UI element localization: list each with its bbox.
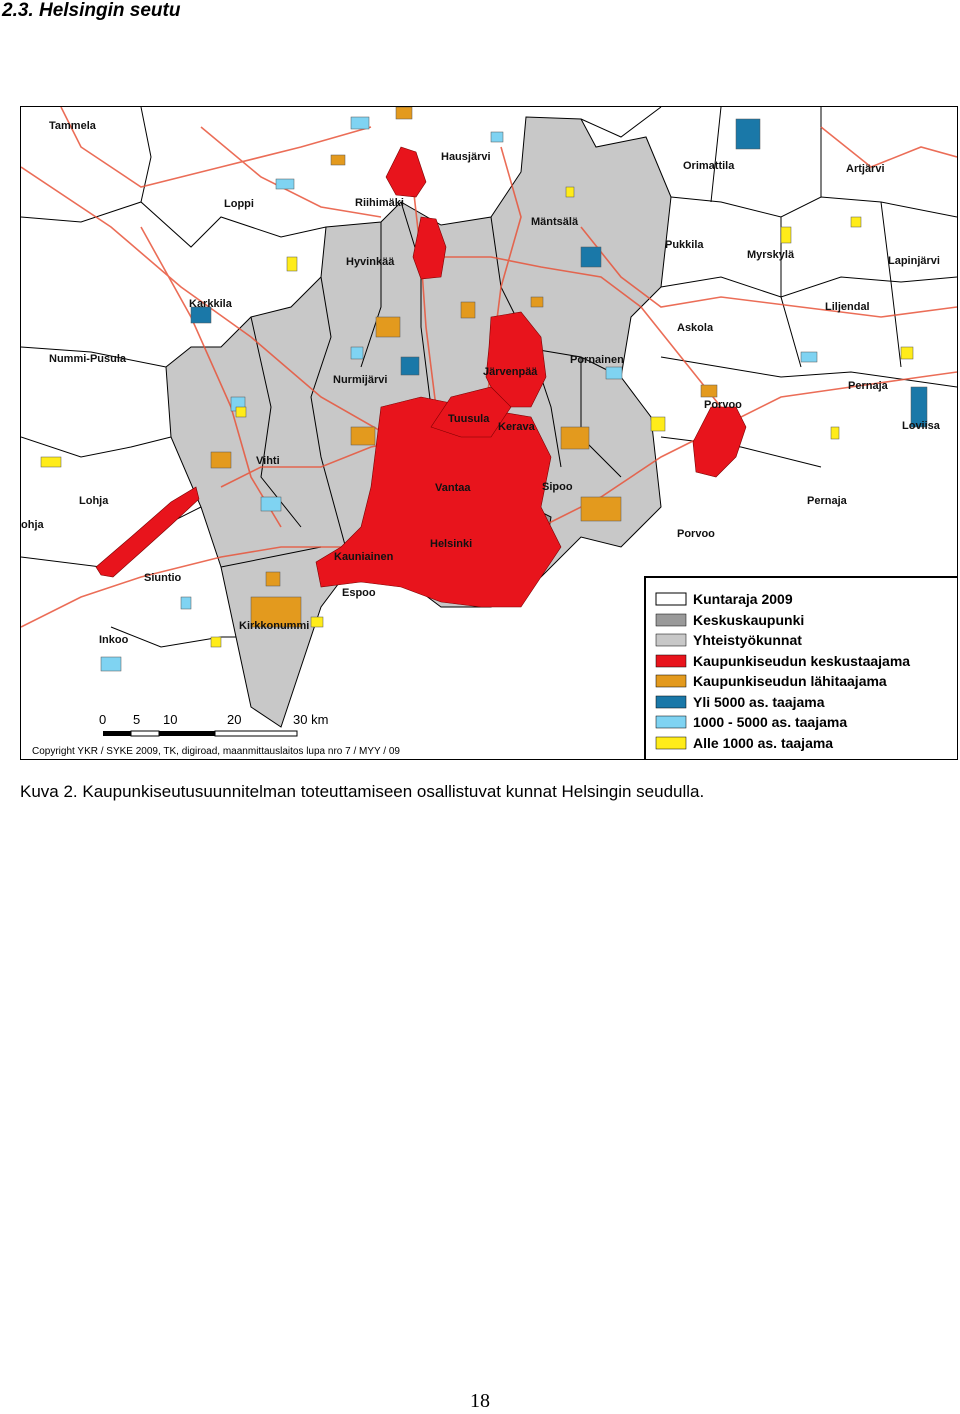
map-label: Artjärvi <box>846 163 885 175</box>
legend-label-1000-5000: 1000 - 5000 as. taajama <box>693 714 848 730</box>
legend-label-yli-5000: Yli 5000 as. taajama <box>693 694 825 710</box>
scale-tick: 0 <box>99 712 107 727</box>
map-label: Orimattila <box>683 160 735 172</box>
map-label: Siuntio <box>144 572 182 584</box>
map-label: Hausjärvi <box>441 151 491 163</box>
copyright-text: Copyright YKR / SYKE 2009, TK, digiroad, maanmittauslaitos lupa nro 7 / MYY / 09 <box>32 746 400 757</box>
map-label: Myrskylä <box>747 249 795 261</box>
legend-label-keskustaajama: Kaupunkiseudun keskustaajama <box>693 653 911 669</box>
scale-tick: 30 km <box>293 712 329 727</box>
scale-tick: 20 <box>227 712 242 727</box>
map-label: Helsinki <box>430 538 473 550</box>
region-map <box>20 106 958 760</box>
map-label: Tammela <box>49 120 96 132</box>
map-label: Loppi <box>224 198 254 210</box>
map-label: Nummi-Pusula <box>49 353 127 365</box>
map-label: Sipoo <box>542 481 573 493</box>
map-label: Karkkila <box>189 298 232 310</box>
map-label: Liljendal <box>825 301 870 313</box>
scale-tick: 10 <box>163 712 178 727</box>
section-heading: 2.3. Helsingin seutu <box>2 0 181 21</box>
figure-caption: Kuva 2. Kaupunkiseutusuunnitelman toteuttamiseen osallistuvat kunnat Helsingin seudulla. <box>20 782 705 801</box>
map-label: Nurmijärvi <box>333 374 388 386</box>
map-label: Askola <box>677 322 714 334</box>
map-label: ohja <box>21 519 44 531</box>
map-label: Pukkila <box>665 239 704 251</box>
map-label: Mäntsälä <box>531 216 579 228</box>
scale-tick: 5 <box>133 712 141 727</box>
map-label: Kauniainen <box>334 551 394 563</box>
map-label: Hyvinkää <box>346 256 395 268</box>
map-label: Espoo <box>342 587 376 599</box>
legend-label-alle-1000: Alle 1000 as. taajama <box>693 735 834 751</box>
map-label: Riihimäki <box>355 197 404 209</box>
map-label: Pernaja <box>807 495 847 507</box>
map-label: Kirkkonummi <box>239 620 310 632</box>
scale-bar <box>99 712 328 736</box>
map-label: Loviisa <box>902 420 940 432</box>
map-label: Tuusula <box>448 413 490 425</box>
legend-label-kuntaraja: Kuntaraja 2009 <box>693 591 793 607</box>
legend-label-lahitaajama: Kaupunkiseudun lähitaajama <box>693 673 887 689</box>
legend-label-keskuskaupunki: Keskuskaupunki <box>693 612 805 628</box>
map-label: Porvoo <box>704 399 742 411</box>
map-label: Pernaja <box>848 380 888 392</box>
map-label: Porvoo <box>677 528 715 540</box>
page-number: 18 <box>470 1390 490 1412</box>
map-label: Vihti <box>256 455 280 467</box>
map-label: Inkoo <box>99 634 129 646</box>
legend-label-yhteistyokunnat: Yhteistyökunnat <box>693 632 802 648</box>
map-label: Pornainen <box>570 354 624 366</box>
map-label: Lapinjärvi <box>888 255 940 267</box>
map-label: Vantaa <box>435 482 471 494</box>
map-label: Kerava <box>498 421 535 433</box>
map-label: Järvenpää <box>483 366 538 378</box>
map-legend <box>645 577 957 759</box>
map-label: Lohja <box>79 495 109 507</box>
